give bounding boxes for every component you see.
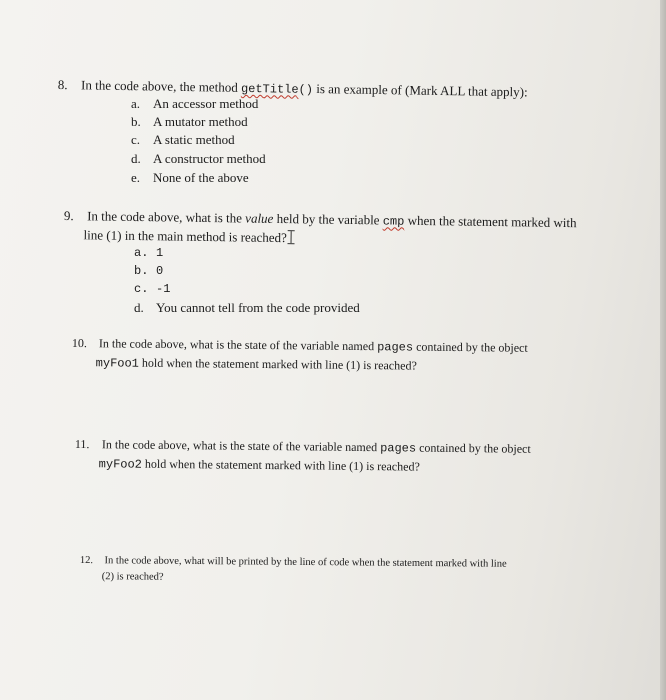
q9-option-d: d. You cannot tell from the code provided xyxy=(134,300,360,315)
q9-option-b: b. 0 xyxy=(134,264,164,278)
question-11: 11. In the code above, what is the state of the variable named pages contained by the object myFoo2 hold when the statement marked with line (1) is reached? xyxy=(74,436,531,474)
question-8-number: 8. xyxy=(57,76,68,93)
question-8-text-before: In the code above, the method xyxy=(80,77,238,95)
question-8 xyxy=(58,76,528,102)
question-10: 10. In the code above, what is the state of the variable named pages contained by the object myFoo1 hold when the statement marked with line (1) is reached? xyxy=(71,335,528,373)
q8-option-c: c. A static method xyxy=(131,132,235,147)
q8-option-b: b. A mutator method xyxy=(131,114,248,129)
q8-option-a: a. An accessor method xyxy=(131,96,259,111)
method-parens: () xyxy=(298,82,314,98)
question-8-text-after: is an example of (Mark ALL that apply): xyxy=(316,81,528,100)
variable-code-pages: pages xyxy=(377,340,414,355)
q9-option-a: a. 1 xyxy=(134,246,164,260)
question-11-number: 11. xyxy=(74,436,90,452)
question-9-line-2: line (1) in the main method is reached? xyxy=(83,227,287,246)
object-code-myfoo2: myFoo2 xyxy=(98,457,142,472)
text-cursor-icon xyxy=(288,230,296,244)
variable-code-cmp: cmp xyxy=(382,214,405,229)
variable-code-pages: pages xyxy=(380,441,417,456)
method-code-gettitle: getTitle xyxy=(240,81,299,97)
value-emphasis: value xyxy=(245,210,274,226)
question-12: 12. In the code above, what will be printed by the line of code when the statement marked with line (2) is reached? xyxy=(79,554,507,583)
object-code-myfoo1: myFoo1 xyxy=(95,356,139,371)
q9-option-c: c. -1 xyxy=(134,282,171,296)
page-edge-shadow xyxy=(660,0,666,700)
question-9-number: 9. xyxy=(63,207,74,224)
q8-option-d: d. A constructor method xyxy=(131,151,266,166)
question-9: 9. In the code above, what is the value held by the variable cmp when the statement marked with line (1) in the main method is reached? xyxy=(63,207,577,246)
question-10-number: 10. xyxy=(71,335,87,351)
question-12-number: 12. xyxy=(79,554,94,567)
q8-option-e: e. None of the above xyxy=(131,170,249,185)
